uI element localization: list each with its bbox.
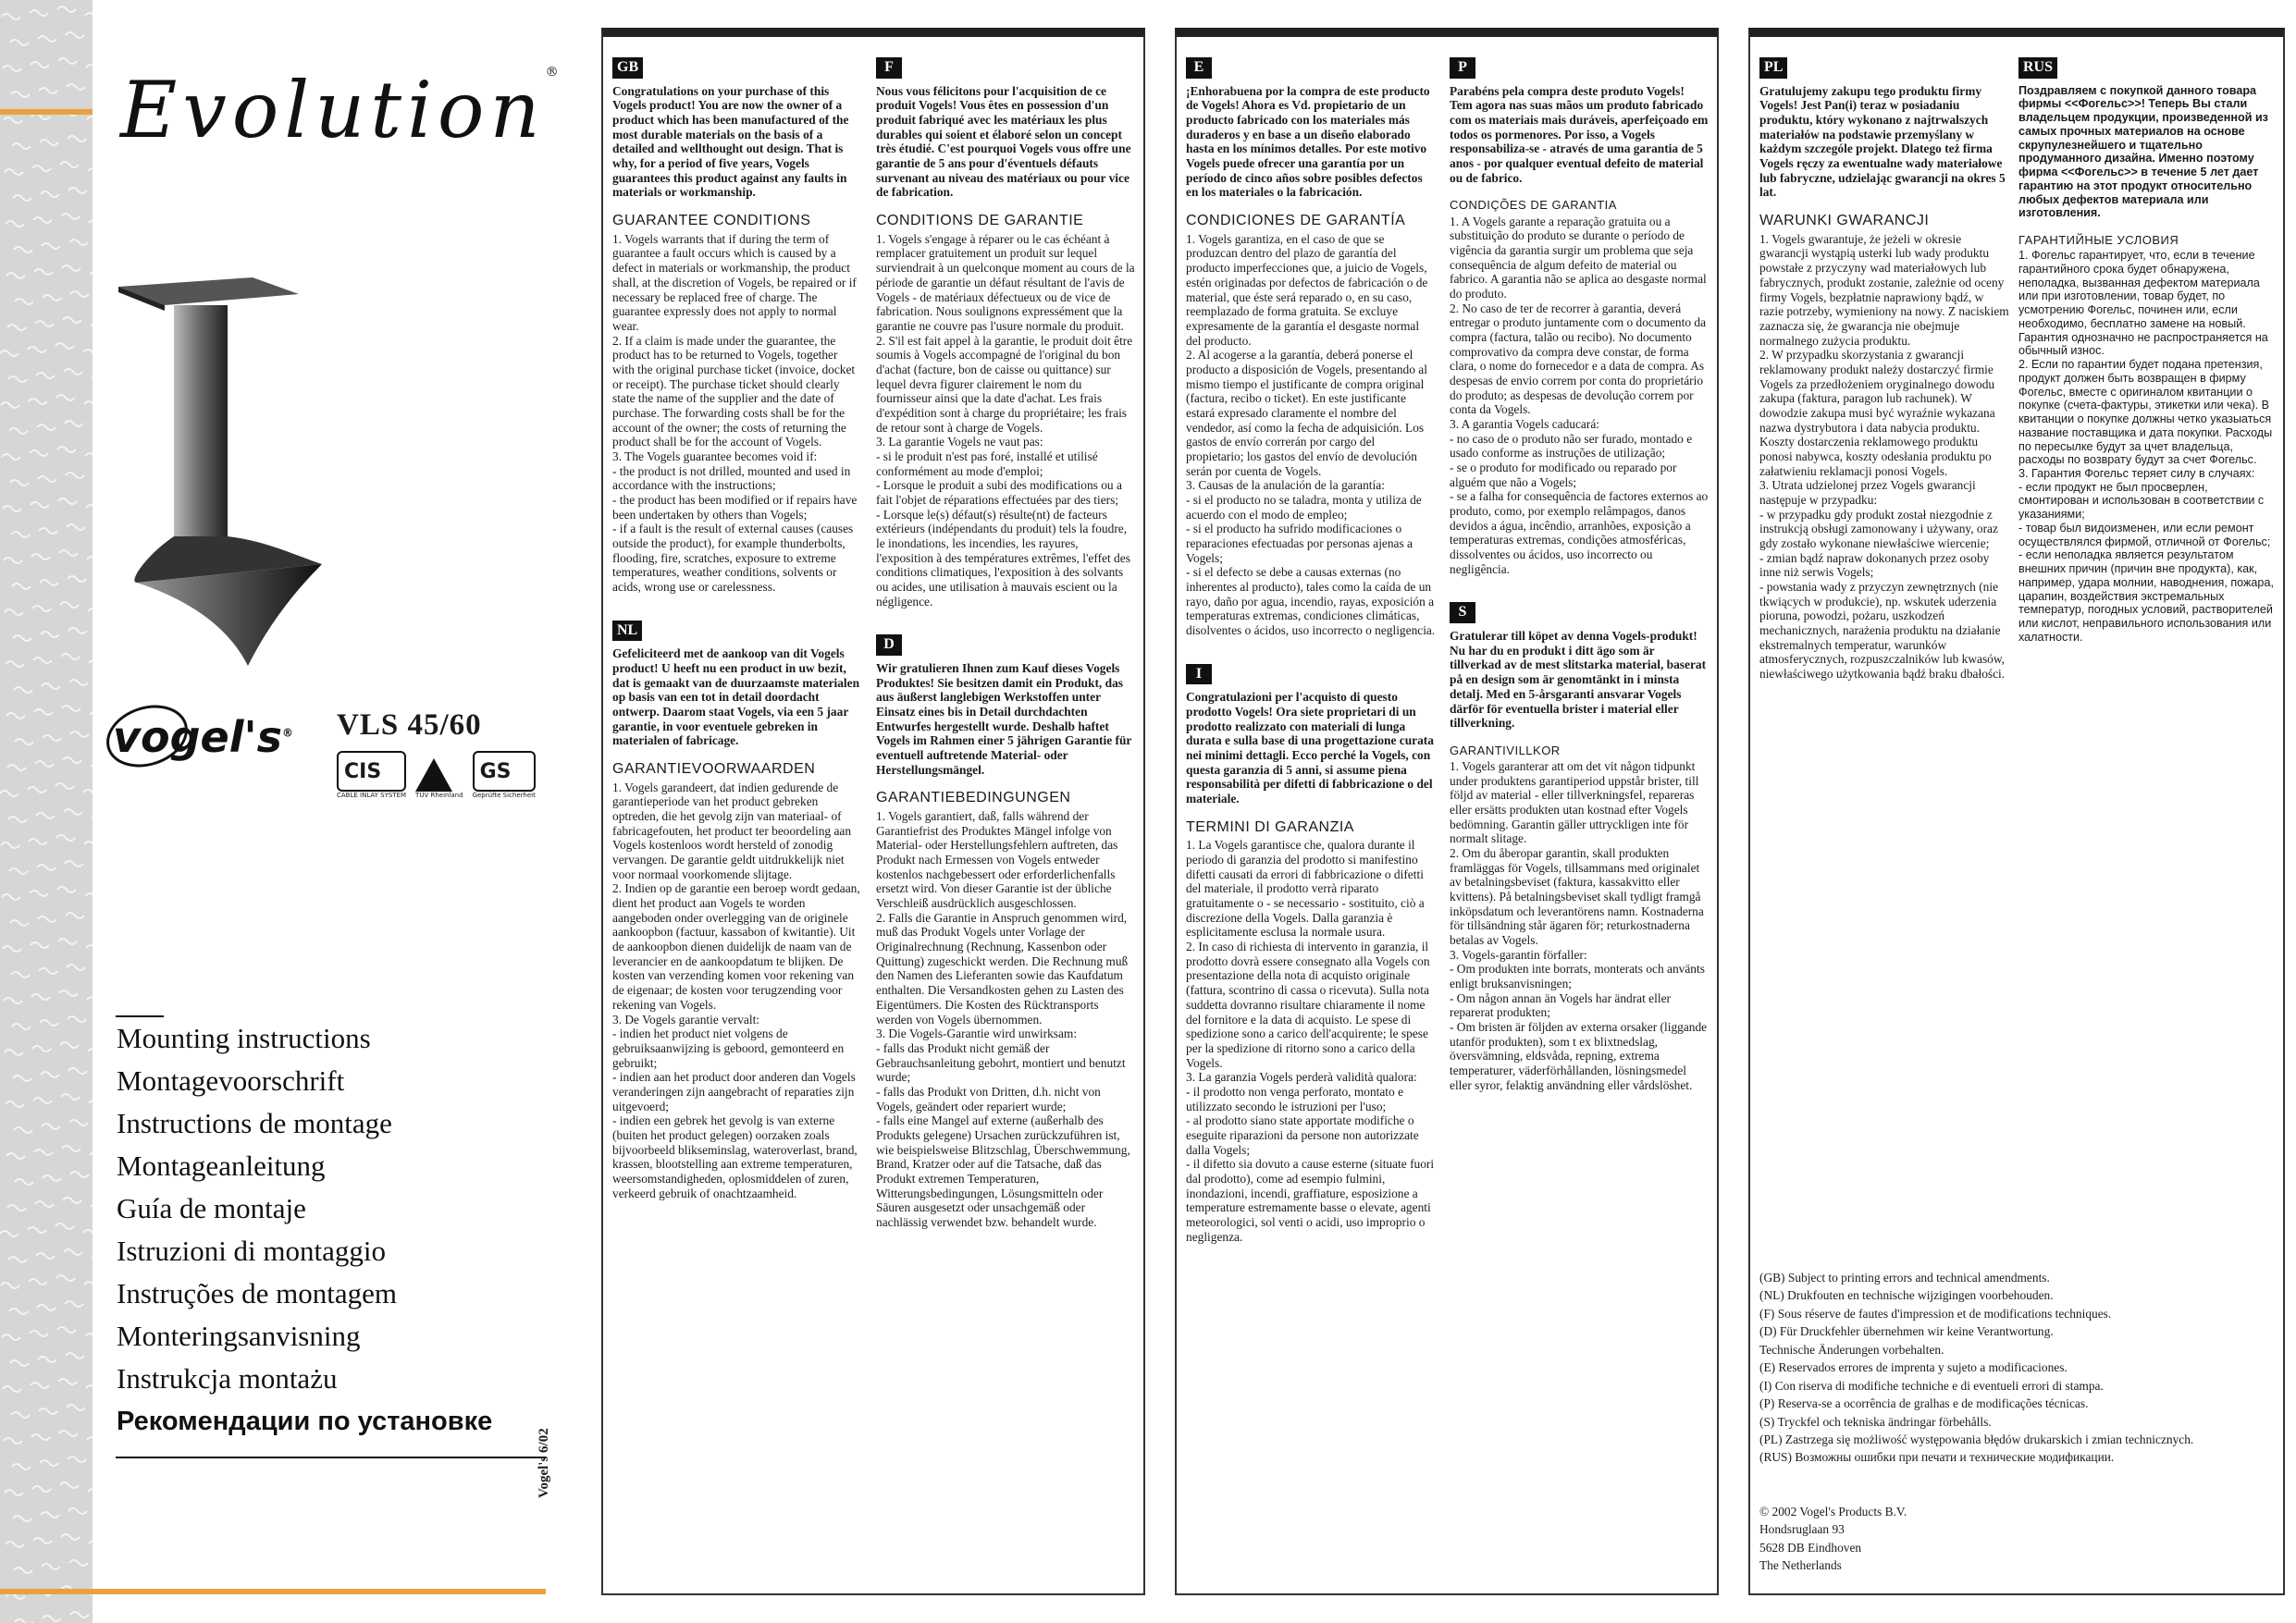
section-d bbox=[876, 634, 1135, 1229]
disclaimer-line: (P) Reserva-se a ocorrência de gralhas e de modificações técnicas. bbox=[1759, 1396, 2089, 1411]
instruction-title-0: Mounting instructions bbox=[117, 1022, 371, 1054]
body-e: 1. Vogels garantiza, en el caso de que se produzcan dentro del plazo de garantía del producto imperfecciones que, a juicio de Vogels, estén originadas por defectos de fabricación o de material, que éste será reparado o, en su caso, reemplazado de forma gratuita. Se excluye expresamente de la garantía el desgaste normal del producto. 2. Al acogerse a la garantía, deberá ponerse el producto a disposición de Vogels, presentando al mismo tiempo el justificante de compra original (factura, recibo o ticket). En este justificante estará expresado claramente el nombre del vendedor, así como la fecha de adquisición. Los gastos de envío correrán por cargo del propietario; los gastos del envío de devolución serán por cuenta de Vogels. 3. Causas de la anulación de la garantía: - si el producto no se taladra, monta y utiliza de acuerdo con el modo de empleo; - si el producto ha sufrido modificaciones o reparaciones efectuadas por personas ajenas a Vogels; - si el defecto se debe a causas externas (no inherentes al producto), tales como la caída de un rayo, daño por agua, incendio, rayas, exposición a temperaturas extremas, condiciones climáticas, disolventes o ácidos, uso incorrecto o negligencia. bbox=[1186, 231, 1436, 637]
brand-title: Evolution® bbox=[120, 65, 564, 155]
column-pl bbox=[1759, 57, 2009, 707]
lang-badge-f: F bbox=[876, 57, 902, 79]
heading-p: CONDIÇÕES DE GARANTIA bbox=[1450, 198, 1617, 213]
address-line: 5628 DB Eindhoven bbox=[1759, 1540, 1862, 1555]
heading-f: CONDITIONS DE GARANTIE bbox=[876, 213, 1084, 229]
heading-e: CONDICIONES DE GARANTÍA bbox=[1186, 213, 1406, 229]
intro-pl: Gratulujemy zakupu tego produktu firmy Vogels! Jest Pan(i) teraz w posiadaniu produktu, który wykonano z najtrwalszych materiałów na podstawie przemyślany w każdym szczególe projekt. Dlatego też firma Vogels ręczy za ewentualne wady materiałowe lub fabryczne, udzielając gwarancji na okres 5 lat. bbox=[1759, 83, 2006, 200]
lang-badge-gb: GB bbox=[612, 57, 643, 79]
heading-i: TERMINI DI GARANZIA bbox=[1186, 818, 1354, 835]
panel-e-i-p-s bbox=[1175, 28, 1719, 1595]
body-p: 1. A Vogels garante a reparação gratuita ou a substituição do produto se durante o período de vigência da garantia surgir um problema que seja consequência de algum defeito de material ou fabrico. A garantia não se aplica ao desgaste normal do produto. 2. No caso de ter de recorrer à garantia, deverá entregar o produto juntamente com o documento da compra (factura, talão ou recibo). No documento comprovativo da compra deve constar, de forma clara, o nome do fornecedor e a data de compra. As despesas de envio correm por conta do proprietário do produto; as despesas de devolução correm por conta da Vogels. 3. A garantia Vogels caducará: - no caso de o produto não ser furado, montado e usado conforme as instruções de utilização; - se o produto for modificado ou reparado por alguém que não a Vogels; - se a falha for consequência de factores externos ao produto, como, por exemplo relâmpagos, danos devidos a água, incêndio, arranhões, exposição a temperaturas extremas, condições atmosféricas, dissolventes ou ácidos, uso incorrecto ou negligência. bbox=[1450, 214, 1709, 576]
body-nl: 1. Vogels garandeert, dat indien gedurende de garantieperiode van het product gebreken optreden, die het gevolg zijn van materiaal- of fabricagefouten, het product ter beoordeling aan Vogels kostenloos wordt hersteld of zonodig vervangen. De garantie geldt uitdrukkelijk niet voor normaal voorkomende slijtage. 2. Indien op de garantie een beroep wordt gedaan, dient het product aan Vogels te worden aangeboden onder overlegging van de originele aankoopbon (factuur, kassabon of kwitantie). Uit de aankoopbon dienen duidelijk de naam van de leverancier en de aankoopdatum te blijken. De kosten van verzending komen voor rekening van de eigenaar; de kosten voor terugzending voor rekening van Vogels. 3. De Vogels garantie vervalt: - indien het product niet volgens de gebruiksaanwijzing is geboord, gemonteerd en gebruikt; - indien aan het product door anderen dan Vogels veranderingen zijn aangebracht of reparaties zijn uitgevoerd; - indien een gebrek het gevolg is van externe (buiten het product gelegen) oorzaken zoals bijvoorbeeld blikseminslag, wateroverlast, brand, krassen, blootstelling aan extreme temperaturen, weersomstandigheden, oplosmiddelen of zuren, verkeerd gebruik of onachtzaamheid. bbox=[612, 780, 860, 1200]
accent-line-top bbox=[0, 109, 93, 115]
intro-e: ¡Enhorabuena por la compra de este producto de Vogels! Ahora es Vd. propietario de un producto fabricado con los materiales más duraderos y en base a un diseño elaborado hasta en los mínimos detalles. Por este motivo Vogels puede ofrecer una garantía por un período de cinco años sobre posibles defectos en los materiales o la fabricación. bbox=[1186, 83, 1430, 200]
body-rus: 1. Фогельс гарантирует, что, если в течение гарантийного срока будет обнаружена, неполадка, вызванная дефектом материала или при изготовлении, товар будет, по усмотрению Фогельс, починен или, если необходимо, бесплатно замене на новый. Гарантия однозначно не распространяется на обычный износ. 2. Если по гарантии будет подана претензия, продукт должен быть возвращен в фирму Фогельс, вместе с оригиналом квитанции о покупке (счета-фактуры, этикетки или чека). В квитанции о покупке должны четко указыаться название поставщика и дата покупки. Расходы по пересылке будут за цчет владельца, расходы по возврату будут за счет Фогельс. 3. Гарантия Фогельс теряет силу в случаях: - если продукт не был просверлен, смонтирован и использован в соответствии с указаниями; - товар был видоизменен, или если ремонт осуществлялся фирмой, отличной от Фогельс; - если неполадка является результатом внешних причин (причин вне продукта), как, например, удара молнии, наводнения, пожара, царапин, воздействия экстремальных температур, погодных условий, растворителей или кислот, неправильного использования или халатности. bbox=[2018, 249, 2274, 644]
column-rus bbox=[2018, 57, 2277, 670]
instruction-title-5: Istruzioni di montaggio bbox=[117, 1235, 387, 1267]
section-pl bbox=[1759, 57, 2009, 682]
date-code: Vogel's 6/02 bbox=[537, 1428, 551, 1498]
intro-d: Wir gratulieren Ihnen zum Kauf dieses Vogels Produktes! Sie besitzen damit ein Produkt, das aus äußerst langlebigen Werkstoffen unter Einsatz eines bis in Detail durchdachten Entwurfes hergestellt wurde. Deshalb haftet Vogels im Rahmen einer 5 jährigen Garantie für eventuell auftretende Material- oder Herstellungsmängel. bbox=[876, 661, 1132, 777]
section-i bbox=[1186, 664, 1436, 1245]
body-pl: 1. Vogels gwarantuje, że jeżeli w okresie gwarancji wystąpią usterki lub wady produktu powstałe z przyczyny wad materiałowych lub fabrycznych, produkt zostanie, zależnie od oceny firmy Vogels, bezpłatnie naprawiony bądź, w razie potrzeby, wymieniony na nowy. Z naciskiem zaznacza się, że gwarancja nie obejmuje normalnego zużycia produktu. 2. W przypadku skorzystania z gwarancji reklamowany produkt należy dostarczyć firmie Vogels za przedłożeniem oryginalnego dowodu zakupa (faktura, paragon lub rachunek). W dowodzie zakupa musi być wyraźnie wykazana nazwa dystrybutora i data nabycia produktu. Koszty dostarczenia reklamowego produktu ponosi nabywca, koszty odesłania produktu po załatwieniu reklamacji ponosi Vogels. 3. Utrata udzielonej przez Vogels gwarancji następuje w przypadku: - w przypadku gdy produkt został niezgodnie z instrukcją obsługi zamonowany i używany, oraz gdy zostało wykonane niewłaściwe wiercenie; - zmian bądź napraw dokonanych przez osoby inne niż serwis Vogels; - powstania wady z przyczyn zewnętrznych (nie tkwiących w produkcie), np. wskutek uderzenia pioruna, powodzi, pożaru, uszkodzeń mechanicznych, narażenia produktu na działanie ekstremalnych temperatur, warunków atmosferycznych, rozpuszczalników lub kwasów, niewłaściwego użytkowania bądź braku dbałości. bbox=[1759, 231, 2009, 681]
instruction-title-4: Guía de montaje bbox=[117, 1192, 306, 1224]
instruction-title-9: Рекомендации по установке bbox=[117, 1407, 493, 1436]
lang-badge-i: I bbox=[1186, 664, 1212, 685]
disclaimer-line: (PL) Zastrzega się możliwość występowania błędów drukarskich i zmian technicznych. bbox=[1759, 1432, 2194, 1446]
lang-badge-d: D bbox=[876, 634, 902, 656]
column-p-s bbox=[1450, 57, 1709, 1119]
lang-badge-rus: RUS bbox=[2018, 57, 2057, 79]
intro-i: Congratulazioni per l'acquisto di questo prodotto Vogels! Ora siete proprietari di un prodotto realizzato con materiali di lunga durata e sulla base di una progettazione curata nei minimi dettagli. Ecco perché la Vogels, con questa garanzia di 5 anni, si assume piena responsabilità per difetti di fabbricazione o del materiale. bbox=[1186, 690, 1434, 806]
squiggle-pattern-graphic bbox=[0, 0, 93, 1623]
heading-rus: ГАРАНТИЙНЫЕ УСЛОВИЯ bbox=[2018, 233, 2179, 248]
body-s: 1. Vogels garanterar att om det vit någon tidpunkt under produktens garantiperiod uppstår brister, till följd av material - eller tillverkningsfel, repareras eller ersätts produkten utan kostnad efter Vogels bedömning. Garantin gäller uttryckligen inte för normalt slitage. 2. Om du åberopar garantin, skall produkten framläggas för Vogels, tillsammans med originalet av betalningsbeviset (faktura, kassakvitto eller kvittens). På betalningsbeviset skall tydligt framgå inköpsdatum och leverantörens namn. Kostnaderna för tillsändning står ägaren för; returkostnaderna betalas av Vogels. 3. Vogels-garantin förfaller: - Om produkten inte borrats, monterats och använts enligt bruksanvisningen; - Om någon annan än Vogels har ändrat eller reparerat produkten; - Om bristen är följden av externa orsaker (liggande utanför produkten), som t ex blixtnedslag, översvämning, eldsvåda, repning, extrema temperaturer, väderförhållanden, lösningsmedel eller syror, felaktig användning eller vårdslöshet. bbox=[1450, 759, 1708, 1092]
intro-gb: Congratulations on your purchase of this Vogels product! You are now the owner of a product which has been manufactured of the most durable materials on the basis of a detailed and wellthought out design. That is why, for a period of five years, Vogels guarantees this product against any faults in materials or workmanship. bbox=[612, 83, 849, 200]
intro-rus: Поздравляем с покупкой данного товара фирмы <<Фогельс>>! Теперь Вы стали владельцем продукции, произведенной из самых прочных материалов на основе скрупулезнейшего и тщательно продуманного дизайна. Именно поэтому фирма <<Фогельс>> в течение 5 лет дает гарантию на этот продукт относительно любых дефектов материала или изготовления. bbox=[2018, 83, 2268, 220]
instruction-title-7: Monteringsanvisning bbox=[117, 1320, 361, 1352]
body-gb: 1. Vogels warrants that if during the term of guarantee a fault occurs which is caused by a defect in materials or workmanship, the product shall, at the discretion of Vogels, be repaired or if necessary be replaced free of charge. The guarantee expressly does not apply to normal wear. 2. If a claim is made under the guarantee, the product has to be returned to Vogels, together with the original purchase ticket (invoice, docket or receipt). The purchase ticket should clearly state the name of the supplier and the date of purchase. The forwarding costs shall be for the account of the owner; the costs of returning the product shall be for the account of Vogels. 3. The Vogels guarantee becomes void if: - the product is not drilled, mounted and used in accordance with the instructions; - the product has been modified or if repairs have been undertaken by others than Vogels; - if a fault is the result of external causes (causes outside the product), for example thunderbolts, flooding, fire, scratches, exposure to extreme temperatures, weather conditions, solvents or acids, wrong use or carelessness. bbox=[612, 231, 858, 594]
heading-nl: GARANTIEVOORWAARDEN bbox=[612, 761, 816, 778]
lang-badge-s: S bbox=[1450, 602, 1475, 623]
instruction-title-6: Instruções de montagem bbox=[117, 1277, 398, 1309]
speaker-stand-illustration bbox=[109, 277, 461, 666]
address-line: The Netherlands bbox=[1759, 1558, 1842, 1573]
panel-gb-nl-f-d bbox=[601, 28, 1145, 1595]
vogels-logo: vogel's® bbox=[113, 712, 293, 762]
panel-pl-rus-legal bbox=[1748, 28, 2285, 1595]
address-line: © 2002 Vogel's Products B.V. bbox=[1759, 1505, 1907, 1518]
lang-badge-e: E bbox=[1186, 57, 1212, 79]
instruction-title-2: Instructions de montage bbox=[117, 1107, 392, 1139]
heading-gb: GUARANTEE CONDITIONS bbox=[612, 213, 811, 229]
disclaimer-line: (F) Sous réserve de fautes d'impression et de modifications techniques. bbox=[1759, 1306, 2112, 1321]
column-gb-nl bbox=[612, 57, 862, 1226]
body-i: 1. La Vogels garantisce che, qualora durante il periodo di garanzia del prodotto si manifestino difetti causati da errori di fabbricazione o difetti del materiale, il prodotto verrà riparato gratuitamente o - se necessario - sostituito, ciò a discrezione della Vogels. Dalla garanzia è esplicitamente esclusa la normale usura. 2. In caso di richiesta di intervento in garanzia, il prodotto dovrà essere consegnato alla Vogels con presentazione della nota di acquisto originale (fattura, scontrino di cassa o ricevuta). Sulla nota suddetta dovranno risultare chiaramente il nome del fornitore e la data di acquisto. Le spese di spedizione sono a carico dell'acquirente; le spese per la spedizione di ritorno sono a carico della Vogels. 3. La garanzia Vogels perderà validità qualora: - il prodotto non venga perforato, montato e utilizzato secondo le istruzioni per l'uso; - al prodotto siano state apportate modifiche o eseguite riparazioni da persone non autorizzate dalla Vogels; - il difetto sia dovuto a cause esterne (situate fuori dal prodotto), come ad esempio fulmini, inondazioni, incendi, graffiature, esposizione a temperature estremamente basse o elevate, agenti meteorologici, sol venti o acidi, uso improprio o negligenza. bbox=[1186, 838, 1435, 1244]
tuv-triangle-icon bbox=[415, 758, 452, 792]
intro-nl: Gefeliciteerd met de aankoop van dit Vogels product! U heeft nu een product in uw bezit, dat is gemaakt van de duurzaamste materialen op basis van een tot in detail doordacht ontwerp. Daarom staat Vogels, via een 5 jaar garantie, in voor eventuele gebreken in materialen of fabricage. bbox=[612, 646, 860, 748]
model-number: VLS 45/60 bbox=[337, 708, 482, 742]
disclaimer-line: (E) Reservados errores de imprenta y sujeto a modificaciones. bbox=[1759, 1360, 2068, 1375]
disclaimer-line: (D) Für Druckfehler übernehmen wir keine Verantwortung. bbox=[1759, 1324, 2054, 1339]
decorative-pattern-strip bbox=[0, 0, 93, 1623]
section-p bbox=[1450, 57, 1709, 576]
heading-d: GARANTIEBEDINGUNGEN bbox=[876, 790, 1071, 806]
section-e bbox=[1186, 57, 1436, 638]
section-rus bbox=[2018, 57, 2277, 645]
instruction-title-1: Montagevoorschrift bbox=[117, 1064, 345, 1097]
gs-cert-icon: GS bbox=[473, 751, 536, 792]
lang-badge-p: P bbox=[1450, 57, 1475, 79]
section-f bbox=[876, 57, 1135, 609]
section-nl bbox=[612, 621, 862, 1201]
disclaimer-list bbox=[1759, 1269, 2277, 1467]
intro-f: Nous vous félicitons pour l'acquisition de ce produit Vogels! Vous êtes en possession d'un produit fabriqué avec les matériaux les plus durables qui soient et élaboré selon un concept très étudié. C'est pourquoi Vogels vous offre une garantie de 5 ans pour d'éventuels défauts survenant au niveau des matériaux ou pour vice de fabrication. bbox=[876, 83, 1131, 200]
intro-s: Gratulerar till köpet av denna Vogels-produkt! Nu har du en produkt i ditt ägo som är tillverkad av de mest slitstarka material, baserat på en design som är genomtänkt in i minsta detalj. Med en 5-årsgaranti ansvarar Vogels därför för eventuella brister i material eller tillverkning. bbox=[1450, 629, 1707, 731]
body-d: 1. Vogels garantiert, daß, falls während der Garantiefrist des Produktes Mängel infolge von Material- oder Herstellungsfehlern auftreten, das Produkt nach Ermessen von Vogels entweder kostenlos nachgebessert oder erforderlichenfalls ersetzt wird. Von dieser Garantie ist der übliche Verschleiß ausdrücklich ausgeschlossen. 2. Falls die Garantie in Anspruch genommen wird, muß das Produkt Vogels unter Vorlage der Originalrechnung (Rechnung, Kassenbon oder Quittung) zugeschickt werden. Die Rechnung muß den Namen des Lieferanten sowie das Kaufdatum enthalten. Die Versandkosten gehen zu Lasten des Eigentümers. Die Kosten des Rücktransports werden von Vogels übernommen. 3. Die Vogels-Garantie wird unwirksam: - falls das Produkt nicht gemäß der Gebrauchsanleitung gebohrt, montiert und benutzt wurde; - falls das Produkt von Dritten, d.h. nicht von Vogels, geändert oder repariert wurde; - falls eine Mangel auf externe (außerhalb des Produkts gelegene) Ursachen zurückzuführen ist, wie beispielsweise Blitzschlag, Überschwemmung, Brand, Kratzer oder auf die Tatsache, daß das Produkt extremen Temperaturen, Witterungsbedingungen, Lösungsmitteln oder Säuren ausgesetzt oder unsachgemäß oder nachlässig verwendet bzw. behandelt wurde. bbox=[876, 809, 1130, 1229]
intro-p: Parabéns pela compra deste produto Vogels! Tem agora nas suas mãos um produto fabricado com os materiais mais duráveis, aperfeiçoado em todos os pormenores. Por isso, a Vogels responsabiliza-se - através de uma garantia de 5 anos - por qualquer eventual defeito de material ou de fabrico. bbox=[1450, 83, 1709, 185]
disclaimer-line: Technische Änderungen vorbehalten. bbox=[1759, 1342, 1944, 1357]
body-f: 1. Vogels s'engage à réparer ou le cas échéant à remplacer gratuitement un produit sur lequel surviendrait à un quelconque moment au cours de la période de garantie un défaut résultant de l'avis de Vogels - de matériaux défectueux ou de vice de fabrication. Nous soulignons expressément que la garantie ne couvre pas l'usure normale du produit. 2. S'il est fait appel à la garantie, le produit doit être soumis à Vogels accompagné de l'original du bon d'achat (facture, bon de caisse ou quittance) sur lequel devra figurer clairement le nom du fournisseur ainsi que la date d'achat. Les frais d'expédition sont à charge du propriétaire; les frais de retour sont à charge de Vogels. 3. La garantie Vogels ne vaut pas: - si le produit n'est pas foré, installé et utilisé conformément au mode d'emploi; - Lorsque le produit a subi des modifications ou a fait l'objet de réparations effectuées par des tiers; - Lorsque le(s) défaut(s) résulte(nt) de facteurs extérieurs (indépendants du produit) tels la foudre, le inondations, les incendies, les rayures, l'exposition à des températures extrêmes, l'effet des conditions climatiques, l'exposition à des solvants ou acides, une utilisation à mauvais escient ou la négligence. bbox=[876, 231, 1135, 609]
certification-marks: CIS CABLE INLAY SYSTEM TÜV Rheinland GS Geprüfte Sicherheit bbox=[337, 751, 536, 799]
divider-long bbox=[116, 1457, 546, 1458]
heading-s: GARANTIVILLKOR bbox=[1450, 743, 1561, 757]
company-address bbox=[1759, 1503, 2277, 1575]
disclaimer-line: (S) Tryckfel och tekniska ändringar förbehålls. bbox=[1759, 1414, 1992, 1429]
column-e-i bbox=[1186, 57, 1436, 1270]
disclaimer-line: (RUS) Возможны ошибки при печати и технические модификации. bbox=[1759, 1450, 2115, 1465]
column-f-d bbox=[876, 57, 1135, 1256]
section-s bbox=[1450, 602, 1709, 1092]
instruction-title-3: Montageanleitung bbox=[117, 1150, 326, 1182]
address-line: Hondsruglaan 93 bbox=[1759, 1522, 1845, 1537]
disclaimer-line: (NL) Drukfouten en technische wijzigingen voorbehouden. bbox=[1759, 1288, 2054, 1303]
lang-badge-nl: NL bbox=[612, 621, 642, 642]
instruction-title-8: Instrukcja montażu bbox=[117, 1362, 338, 1395]
disclaimer-line: (GB) Subject to printing errors and technical amendments. bbox=[1759, 1271, 2050, 1285]
heading-pl: WARUNKI GWARANCJI bbox=[1759, 213, 1930, 229]
lang-badge-pl: PL bbox=[1759, 57, 1787, 79]
disclaimer-line: (I) Con riserva di modifiche techniche e di eventueli errori di stampa. bbox=[1759, 1378, 2104, 1393]
section-gb bbox=[612, 57, 862, 595]
cis-cert-icon: CIS bbox=[337, 751, 406, 792]
